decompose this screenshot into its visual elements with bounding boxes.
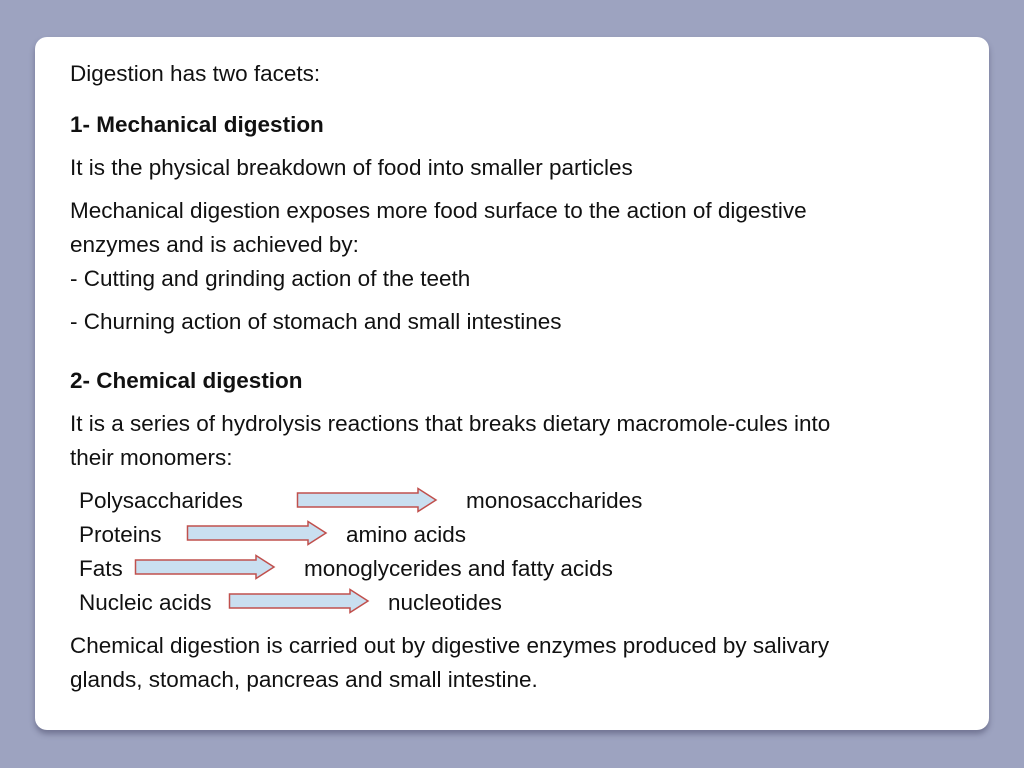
reaction-to-amino-acids: amino acids — [346, 522, 467, 547]
reaction-from-proteins: Proteins — [79, 522, 162, 547]
chemical-summary-line2: glands, stomach, pancreas and small intestine. — [70, 667, 538, 692]
mechanical-exposes-line2: enzymes and is achieved by: — [70, 232, 359, 257]
reaction-to-monosaccharides: monosaccharides — [466, 488, 643, 513]
arrow-right-icon — [296, 487, 438, 513]
mechanical-definition: It is the physical breakdown of food into smaller particles — [70, 155, 633, 180]
reaction-to-nucleotides: nucleotides — [388, 590, 502, 615]
reaction-from-polysaccharides: Polysaccharides — [79, 488, 243, 513]
chemical-heading: 2- Chemical digestion — [70, 368, 303, 393]
mechanical-heading: 1- Mechanical digestion — [70, 112, 324, 137]
intro-text: Digestion has two facets: — [70, 61, 321, 86]
mechanical-bullet-churning: - Churning action of stomach and small intestines — [70, 309, 562, 334]
arrow-right-icon — [186, 520, 328, 546]
arrow-right-icon — [228, 588, 370, 614]
reaction-from-fats: Fats — [79, 556, 123, 581]
mechanical-exposes-line1: Mechanical digestion exposes more food surface to the action of digestive — [70, 198, 807, 223]
chemical-summary-line1: Chemical digestion is carried out by digestive enzymes produced by salivary — [70, 633, 830, 658]
arrow-right-icon — [134, 554, 276, 580]
reaction-from-nucleic-acids: Nucleic acids — [79, 590, 212, 615]
chemical-definition-line1: It is a series of hydrolysis reactions that breaks dietary macromole-cules into — [70, 411, 831, 436]
reaction-to-monoglycerides: monoglycerides and fatty acids — [304, 556, 613, 581]
chemical-definition-line2: their monomers: — [70, 445, 233, 470]
mechanical-bullet-teeth: - Cutting and grinding action of the teeth — [70, 266, 471, 291]
